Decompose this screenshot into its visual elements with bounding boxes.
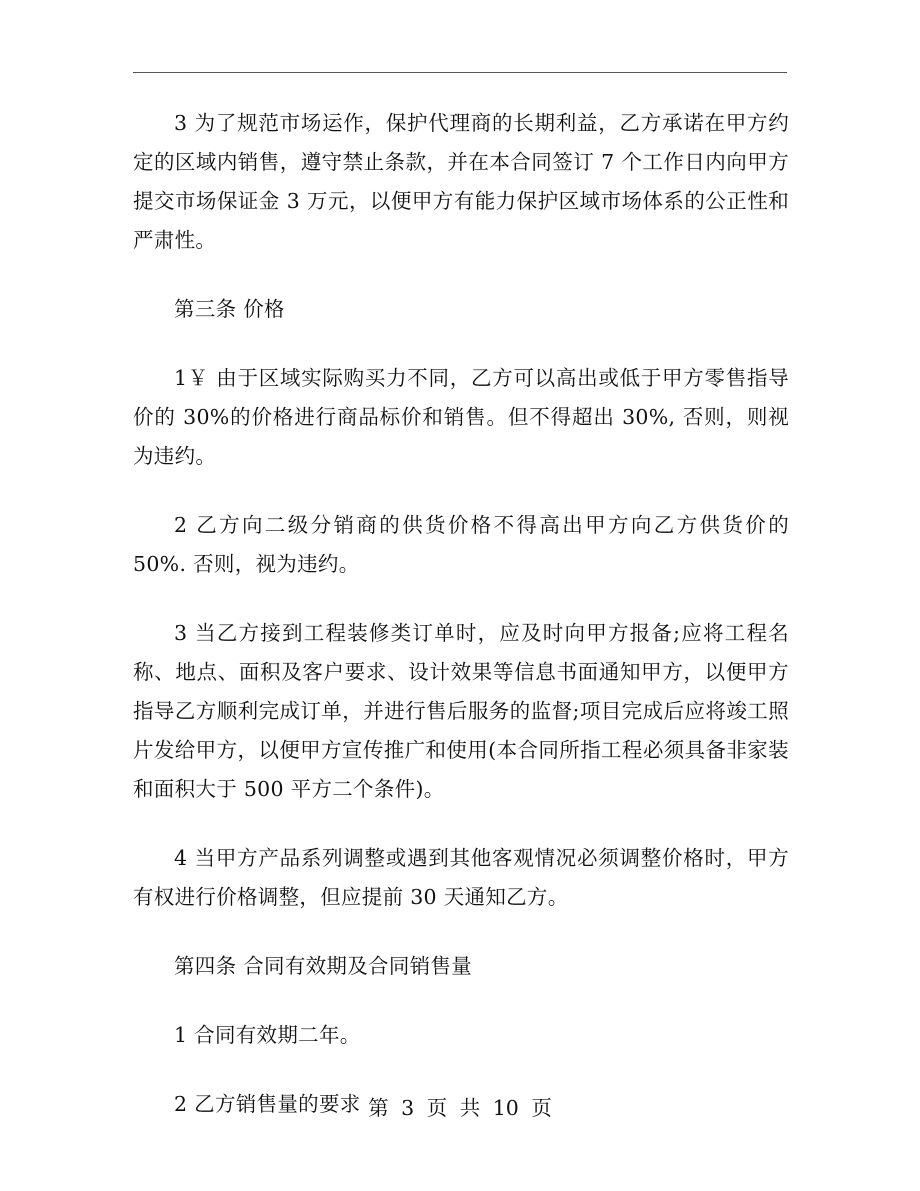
page-number-footer: 第 3 页 共 10 页 xyxy=(368,1096,552,1120)
header-rule xyxy=(133,72,787,73)
article-3-heading: 第三条 价格 xyxy=(174,297,285,321)
clause-4-item-1: 1 合同有效期二年。 xyxy=(174,1023,361,1047)
clause-3-item-3: 3 当乙方接到工程装修类订单时，应及时向甲方报备;应将工程名称、地点、面积及客户要求、设计效果等信息书面通知甲方，以便甲方指导乙方顺利完成订单，并进行售后服务的监督;项目完成后应将竣工照片发给甲方，以便甲方宣传推广和使用(本合同所指工程必须具备非家装和面积大于 500 平方二个条件)。 xyxy=(133,621,789,801)
clause-4-item-2: 2 乙方销售量的要求 xyxy=(174,1092,361,1116)
clause-2-item-3: 3 为了规范市场运作，保护代理商的长期利益，乙方承诺在甲方约定的区域内销售，遵守禁止条款，并在本合同签订 7 个工作日内向甲方提交市场保证金 3 万元，以便甲方有能力保护区域市场体系的公正性和严肃性。 xyxy=(133,111,789,252)
clause-3-item-4: 4 当甲方产品系列调整或遇到其他客观情况必须调整价格时，甲方有权进行价格调整，但应提前 30 天通知乙方。 xyxy=(133,846,789,909)
clause-3-item-1: 1￥ 由于区域实际购买力不同，乙方可以高出或低于甲方零售指导价的 30%的价格进行商品标价和销售。但不得超出 30%, 否则，则视为违约。 xyxy=(133,366,789,468)
article-4-heading: 第四条 合同有效期及合同销售量 xyxy=(174,954,473,978)
document-body xyxy=(133,104,789,1154)
clause-3-item-2: 2 乙方向二级分销商的供货价格不得高出甲方向乙方供货价的 50%. 否则，视为违约。 xyxy=(133,513,789,576)
